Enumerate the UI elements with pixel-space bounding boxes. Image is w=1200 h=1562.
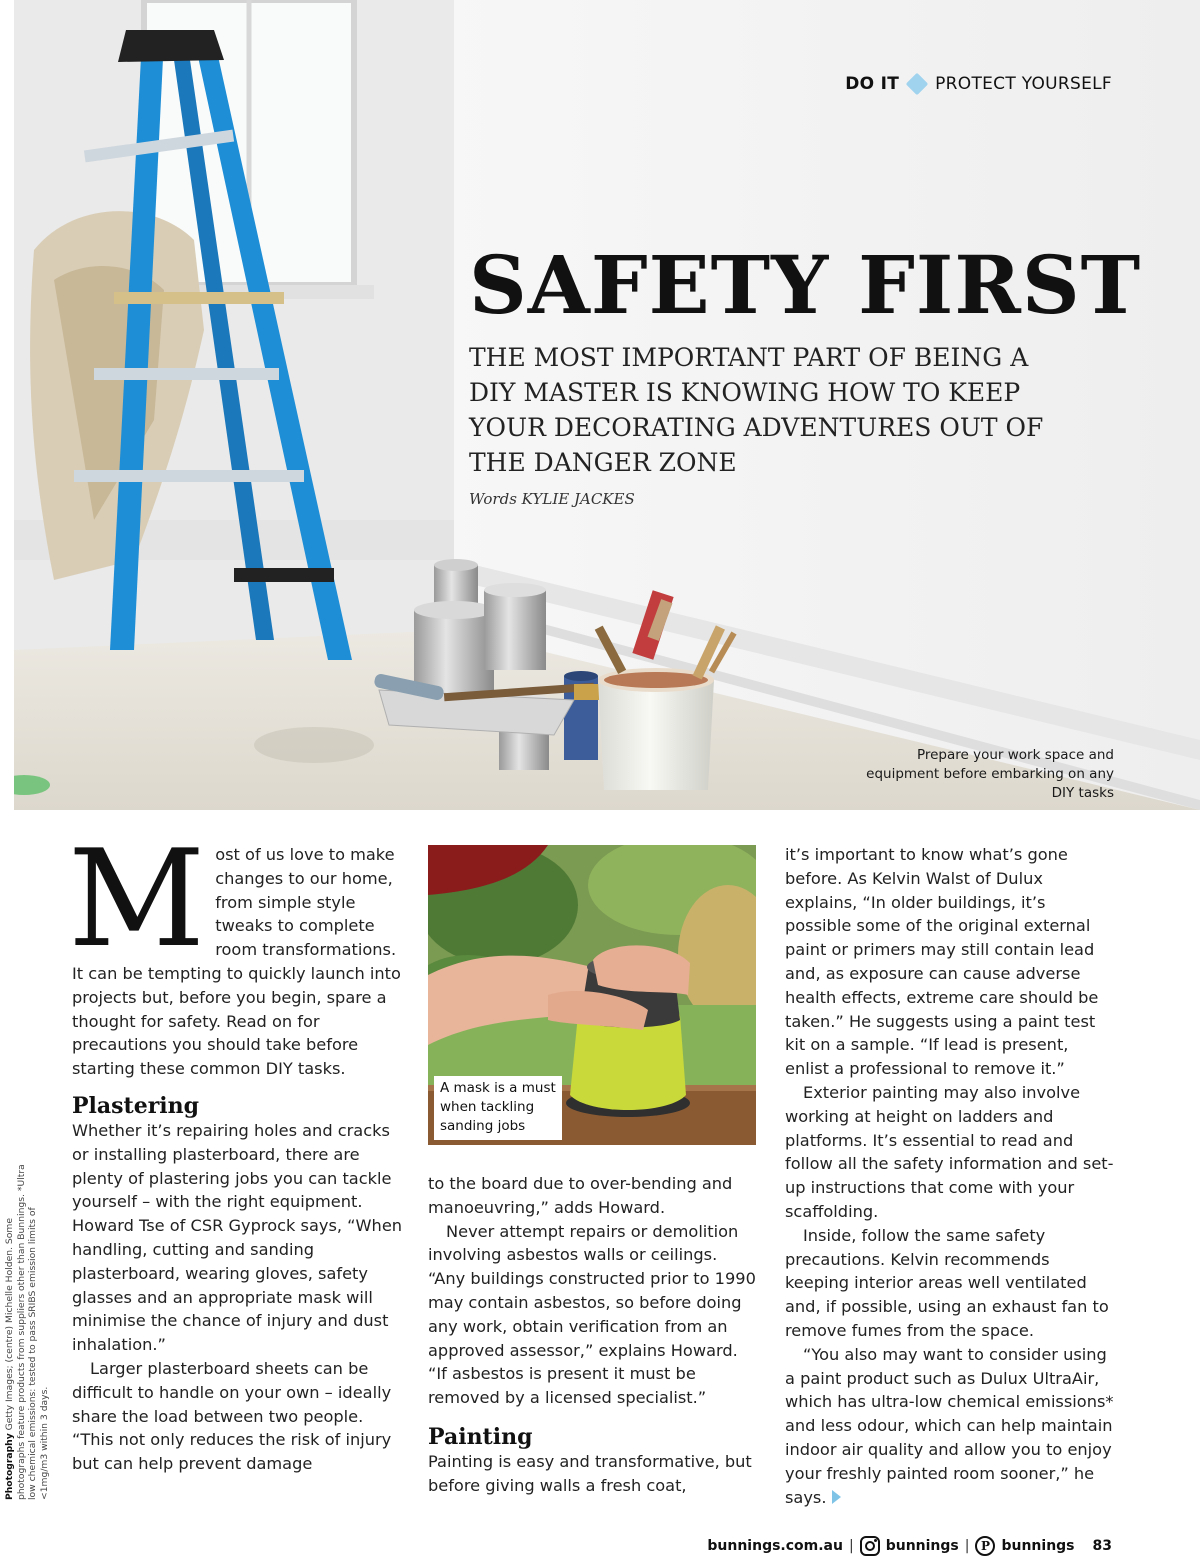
drop-cap: M	[68, 821, 206, 977]
plastering-paragraph-2: Larger plasterboard sheets can be difficult to handle on your own – ideally share the load between two people. “This not only reduces the risk of injury but can help prevent damage	[72, 1358, 392, 1474]
footer	[707, 1536, 1112, 1556]
credit-label: Photography	[4, 1433, 15, 1500]
footer-website[interactable]: bunnings.com.au	[707, 1538, 843, 1554]
intro-paragraph	[68, 821, 404, 1081]
footer-separator-2: |	[964, 1538, 970, 1554]
instagram-icon	[860, 1536, 880, 1556]
plastering-paragraph-3: Never attempt repairs or demolition involving asbestos walls or ceilings. “Any buildings constructed prior to 1990 may contain asbestos, so before doing any work, obtain verification from an approved assessor,” explains Howard. “If asbestos is present it must be removed by a licensed specialist.”	[428, 1221, 756, 1408]
painting-paragraph-2: Exterior painting may also involve working at height on ladders and platforms. It’s essential to read and follow all the safety information and set-up instructions that come with your scaffolding.	[785, 1082, 1114, 1221]
standfirst: THE MOST IMPORTANT PART OF BEING A DIY MASTER IS KNOWING HOW TO KEEP YOUR DECORATING ADVENTURES OUT OF THE DANGER ZONE	[469, 343, 1044, 477]
painting-paragraph-4-text: “You also may want to consider using a paint product such as Dulux UltraAir, which has ultra-low chemical emissions* and less odour, which can help maintain indoor air quality and allow you to enjoy your freshly painted room sooner,” he says.	[785, 1344, 1114, 1507]
diamond-icon	[906, 73, 929, 96]
inset-caption: A mask is a must when tackling sanding jobs	[434, 1076, 562, 1140]
article-column-2	[428, 1172, 758, 1498]
section-secondary: PROTECT YOURSELF	[935, 74, 1112, 94]
intro-text: ost of us love to make changes to our home, from simple style tweaks to complete room transformations. It can be tempting to quickly launch into projects but, before you begin, spare a thought for safety. Read on for precautions you should take before starting these common DIY tasks.	[72, 845, 401, 1079]
plastering-paragraph-1: Whether it’s repairing holes and cracks or installing plasterboard, there are plenty of plastering jobs you can tackle yourself – with the right equipment. Howard Tse of CSR Gyprock says, “When handling, cutting and sanding plasterboard, wearing gloves, safety glasses and an appropriate mask will minimise the chance of injury and dust inhalation.”	[72, 1120, 403, 1355]
photo-credit	[4, 1160, 50, 1500]
plastering-paragraph-2-continued: to the board due to over-bending and manoeuvring,” adds Howard.	[428, 1174, 733, 1217]
painting-paragraph-3: Inside, follow the same safety precautions. Kelvin recommends keeping interior areas well ventilated and, if possible, using an exhaust fan to remove fumes from the space.	[785, 1225, 1109, 1340]
byline: Words KYLIE JACKES	[469, 490, 635, 508]
page-title: SAFETY FIRST	[469, 238, 1142, 332]
painting-paragraph-1-continued: it’s important to know what’s gone before. As Kelvin Walst of Dulux explains, “In older buildings, it’s possible some of the original external paint or primers may still contain lead and, as exposure can cause adverse health effects, extreme care should be taken.” He suggests using a paint test kit on a sample. “If lead is present, enlist a professional to remove it.”	[785, 845, 1099, 1079]
section-primary: DO IT	[845, 74, 900, 94]
footer-instagram[interactable]: bunnings	[885, 1538, 959, 1554]
painting-paragraph-4	[785, 1343, 1115, 1510]
article-column-1	[68, 821, 404, 1476]
footer-pinterest[interactable]: bunnings	[1001, 1538, 1075, 1554]
heading-painting: Painting	[428, 1423, 533, 1450]
credit-text: Getty Images; (centre) Michelle Holden. Some photographs feature products from suppliers other than Bunnings. *Ultra low chemical emissions: tested to pass SRIBS emission limits of <1mg/m3 within 3 days.	[4, 1164, 50, 1500]
section-tag	[845, 74, 1112, 94]
end-mark-icon	[832, 1490, 841, 1504]
painting-paragraph-1: Painting is easy and transformative, but before giving walls a fresh coat,	[428, 1451, 752, 1495]
article-column-3	[785, 843, 1115, 1509]
pinterest-icon: P	[975, 1536, 995, 1556]
footer-separator: |	[848, 1538, 854, 1554]
page-number: 83	[1092, 1538, 1112, 1554]
hero-photo	[14, 0, 1200, 810]
hero-caption: Prepare your work space and equipment before embarking on any DIY tasks	[866, 747, 1114, 801]
heading-plastering: Plastering	[72, 1092, 200, 1119]
